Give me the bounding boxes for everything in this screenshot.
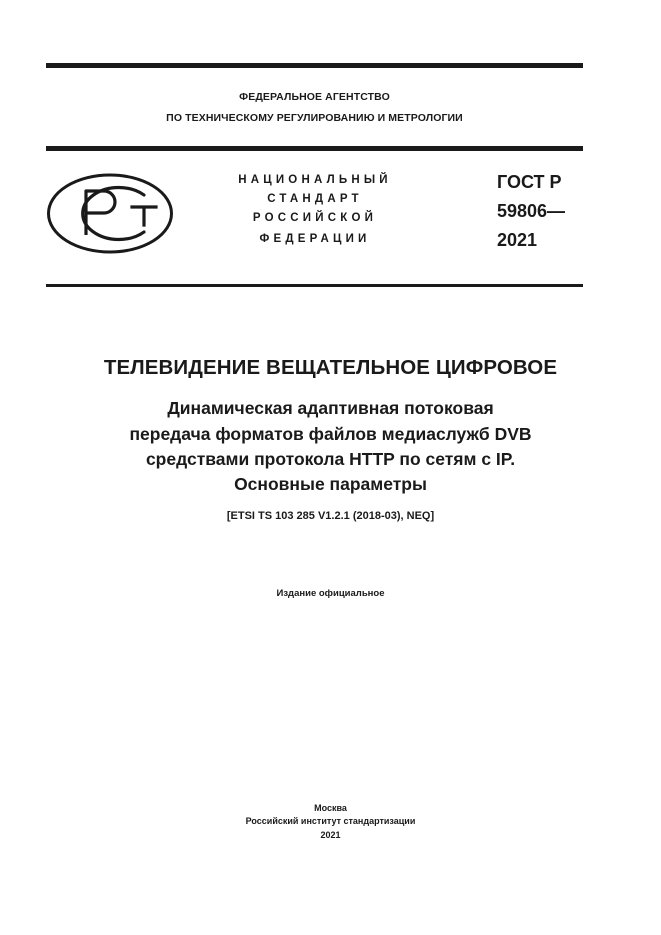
national-standard-line1: НАЦИОНАЛЬНЫЙ: [238, 174, 392, 186]
subtitle-line3: средствами протокола HTTP по сетям с IP.: [145, 449, 516, 469]
official-edition-label: Издание официальное: [276, 588, 385, 599]
middle-rule: [46, 146, 583, 151]
top-rule: [46, 63, 583, 68]
footer-city: Москва: [314, 803, 347, 813]
subtitle-line2: передача форматов файлов медиаслужб DVB: [129, 424, 532, 444]
national-standard-line2: СТАНДАРТ: [267, 193, 363, 205]
bottom-rule: [46, 284, 583, 287]
etsi-reference: [ETSI TS 103 285 V1.2.1 (2018-03), NEQ]: [226, 510, 435, 522]
gost-designation-line1: ГОСТ Р: [497, 172, 562, 192]
rst-conformity-mark-icon: [46, 173, 174, 254]
gost-designation-line3: 2021: [497, 230, 538, 250]
agency-name-line2: ПО ТЕХНИЧЕСКОМУ РЕГУЛИРОВАНИЮ И МЕТРОЛОГИИ: [166, 112, 463, 124]
footer-publisher: Российский институт стандартизации: [245, 816, 416, 826]
agency-name-line1: ФЕДЕРАЛЬНОЕ АГЕНТСТВО: [239, 91, 390, 103]
national-standard-line3: РОССИЙСКОЙ: [252, 212, 378, 224]
document-title: ТЕЛЕВИДЕНИЕ ВЕЩАТЕЛЬНОЕ ЦИФРОВОЕ: [103, 356, 558, 379]
subtitle-line4: Основные параметры: [234, 474, 427, 494]
footer-year: 2021: [320, 830, 341, 840]
gost-designation-line2: 59806—: [497, 201, 566, 221]
subtitle-line1: Динамическая адаптивная потоковая: [167, 398, 494, 418]
national-standard-line4: ФЕДЕРАЦИИ: [259, 233, 371, 245]
